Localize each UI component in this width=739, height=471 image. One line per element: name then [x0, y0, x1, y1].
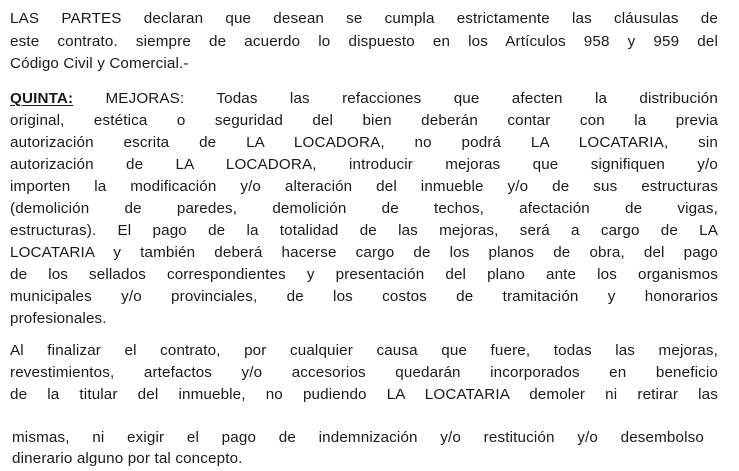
clause-heading: QUINTA:	[10, 90, 74, 107]
p3-line-3: de la titular del inmueble, no pudiendo LA LOCATARIA demoler ni retirar las	[10, 386, 718, 403]
p2-line-4: autorización de LA LOCADORA, introducir mejoras que signifiquen y/o	[10, 156, 718, 173]
p1-line-2: este contrato. siempre de acuerdo lo dispuesto en los Artículos 958 y 959 del	[10, 33, 718, 50]
p1-line-3: Código Civil y Comercial.-	[10, 55, 189, 72]
p2-line-8: LOCATARIA y también deberá hacerse cargo de los planos de obra, del pago	[10, 244, 718, 261]
p2-line-9: de los sellados correspondientes y presentación del plano ante los organismos	[10, 266, 718, 283]
p2-line-1	[10, 89, 718, 109]
p2-line-7: estructuras). El pago de la totalidad de las mejoras, será a cargo de LA	[10, 222, 718, 239]
p2-line-3: autorización escrita de LA LOCADORA, no podrá LA LOCATARIA, sin	[10, 134, 718, 151]
p3-line-1: Al finalizar el contrato, por cualquier causa que fuere, todas las mejoras,	[10, 342, 718, 359]
p2-line-1-text: MEJORAS: Todas las refacciones que afecten la distribución	[105, 90, 718, 107]
p1-line-1: LAS PARTES declaran que desean se cumpla estrictamente las cláusulas de	[10, 10, 718, 27]
p3-line-2: revestimientos, artefactos y/o accesorios quedarán incorporados en beneficio	[10, 364, 718, 381]
p2-line-5: importen la modificación y/o alteración del inmueble y/o de sus estructuras	[10, 178, 718, 195]
p2-line-2: original, estética o seguridad del bien deberán contar con la previa	[10, 112, 718, 129]
p2-line-6: (demolición de paredes, demolición de techos, afectación de vigas,	[10, 200, 718, 217]
p4-line-2: dinerario alguno por tal concepto.	[12, 450, 243, 467]
p4-line-1: mismas, ni exigir el pago de indemnización y/o restitución y/o desembolso	[12, 429, 704, 446]
p2-line-11: profesionales.	[10, 310, 107, 327]
p2-line-10: municipales y/o provinciales, de los costos de tramitación y honorarios	[10, 288, 718, 305]
